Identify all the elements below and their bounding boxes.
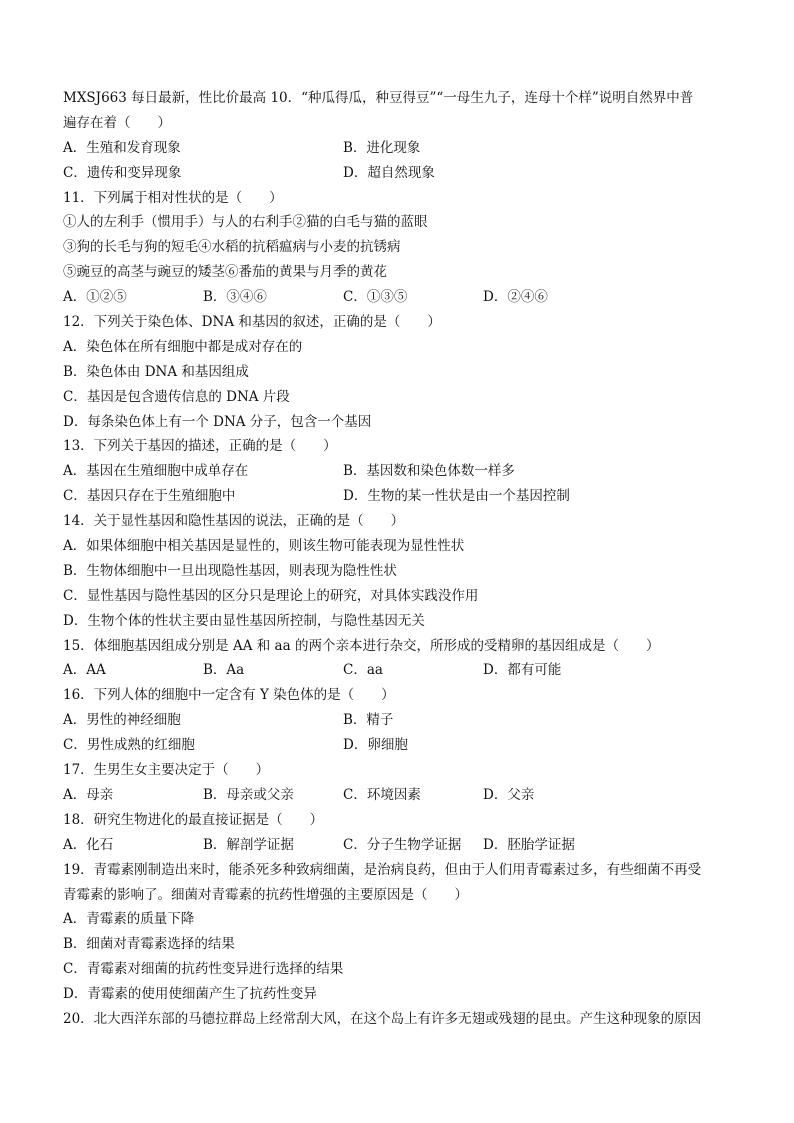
text-line: MXSJ663 每日最新，性比价最高 10．“种瓜得瓜，种豆得豆”“一母生九子，连母十个样”说明自然界中普 — [63, 90, 694, 106]
answer-option: A．①②⑤ — [63, 289, 127, 306]
text-line: 13．下列关于基因的描述，正确的是（ ） — [63, 438, 337, 455]
options-row — [63, 658, 734, 683]
answer-option: B．③④⑥ — [203, 289, 267, 306]
text-line: C．基因是包含遗传信息的 DNA 片段 — [63, 388, 290, 405]
text-line: B．细菌对青霉素选择的结果 — [63, 936, 235, 953]
text-line: 11．下列属于相对性状的是（ ） — [63, 189, 283, 206]
answer-option: B．Aa — [203, 662, 245, 679]
answer-option: B．母亲或父亲 — [203, 786, 294, 803]
options-row — [63, 136, 734, 161]
answer-option: D．胚胎学证据 — [483, 836, 575, 853]
answer-option: B．精子 — [343, 712, 394, 729]
answer-option: D．卵细胞 — [343, 737, 408, 754]
options-row — [63, 285, 734, 310]
text-line: 青霉素的影响了。细菌对青霉素的抗药性增强的主要原因是（ ） — [63, 886, 468, 903]
text-line: 17．生男生女主要决定于（ ） — [63, 762, 270, 779]
text-line: 12．下列关于染色体、DNA 和基因的叙述，正确的是（ ） — [63, 314, 441, 331]
answer-option: B．解剖学证据 — [203, 836, 294, 853]
text-line: A．如果体细胞中相关基因是显性的，则该生物可能表现为显性性状 — [63, 538, 465, 555]
options-row — [63, 161, 734, 186]
options-row — [63, 484, 734, 509]
options-row — [63, 733, 734, 758]
answer-option: C．①③⑤ — [343, 289, 408, 306]
answer-option: D．②④⑥ — [483, 289, 548, 306]
answer-option: C．分子生物学证据 — [343, 836, 462, 853]
answer-option: A．化石 — [63, 836, 114, 853]
text-line: C．青霉素对细菌的抗药性变异进行选择的结果 — [63, 961, 344, 978]
options-row — [63, 708, 734, 733]
text-line: D．生物个体的性状主要由显性基因所控制，与隐性基因无关 — [63, 612, 425, 629]
answer-option: C．基因只存在于生殖细胞中 — [63, 488, 236, 505]
text-line: ①人的左利手（惯用手）与人的右利手②猫的白毛与猫的蓝眼 — [63, 214, 428, 231]
question-list — [63, 86, 734, 1032]
text-line: 16．下列人体的细胞中一定含有 Y 染色体的是（ ） — [63, 687, 395, 704]
answer-option: D．父亲 — [483, 786, 535, 803]
answer-option: A．母亲 — [63, 786, 114, 803]
answer-option: A．AA — [63, 662, 106, 679]
answer-option: C．遗传和变异现象 — [63, 164, 182, 181]
options-row — [63, 833, 734, 858]
text-line: A．青霉素的质量下降 — [63, 911, 195, 928]
answer-option: A．男性的神经细胞 — [63, 712, 181, 729]
text-line: D．每条染色体上有一个 DNA 分子，包含一个基因 — [63, 413, 372, 430]
text-line: 14．关于显性基因和隐性基因的说法，正确的是（ ） — [63, 513, 405, 530]
text-line: ⑤豌豆的高茎与豌豆的矮茎⑥番茄的黄果与月季的黄花 — [63, 264, 387, 281]
answer-option: A．基因在生殖细胞中成单存在 — [63, 463, 249, 480]
answer-option: C．男性成熟的红细胞 — [63, 737, 195, 754]
options-row — [63, 459, 734, 484]
answer-option: B．进化现象 — [343, 139, 421, 156]
answer-option: B．基因数和染色体数一样多 — [343, 463, 515, 480]
options-row — [63, 783, 734, 808]
text-line: 18．研究生物进化的最直接证据是（ ） — [63, 811, 324, 828]
answer-option: A．生殖和发育现象 — [63, 139, 181, 156]
text-line: 15．体细胞基因组成分别是 AA 和 aa 的两个亲本进行杂交，所形成的受精卵的基因组成是（ ） — [63, 637, 660, 654]
answer-option: C．aa — [343, 662, 383, 679]
text-line: 遍存在着（ ） — [63, 114, 171, 131]
answer-option: D．超自然现象 — [343, 164, 435, 181]
text-line: 20．北大西洋东部的马德拉群岛上经常刮大风，在这个岛上有许多无翅或残翅的昆虫。产生这种现象的原因 — [63, 1010, 702, 1027]
text-line: D．青霉素的使用使细菌产生了抗药性变异 — [63, 986, 317, 1003]
text-line: A．染色体在所有细胞中都是成对存在的 — [63, 338, 303, 355]
text-line: B．染色体由 DNA 和基因组成 — [63, 363, 249, 380]
answer-option: D．都有可能 — [483, 662, 562, 679]
answer-option: D．生物的某一性状是由一个基因控制 — [343, 488, 570, 505]
text-line: 19．青霉素刚制造出来时，能杀死多种致病细菌，是治病良药，但由于人们用青霉素过多，有些细菌不再受 — [63, 861, 702, 878]
text-line: B．生物体细胞中一旦出现隐性基因，则表现为隐性性状 — [63, 562, 397, 579]
answer-option: C．环境因素 — [343, 786, 421, 803]
text-line: ③狗的长毛与狗的短毛④水稻的抗稻瘟病与小麦的抗锈病 — [63, 239, 401, 256]
text-line: C．显性基因与隐性基因的区分只是理论上的研究，对具体实践没作用 — [63, 587, 479, 604]
